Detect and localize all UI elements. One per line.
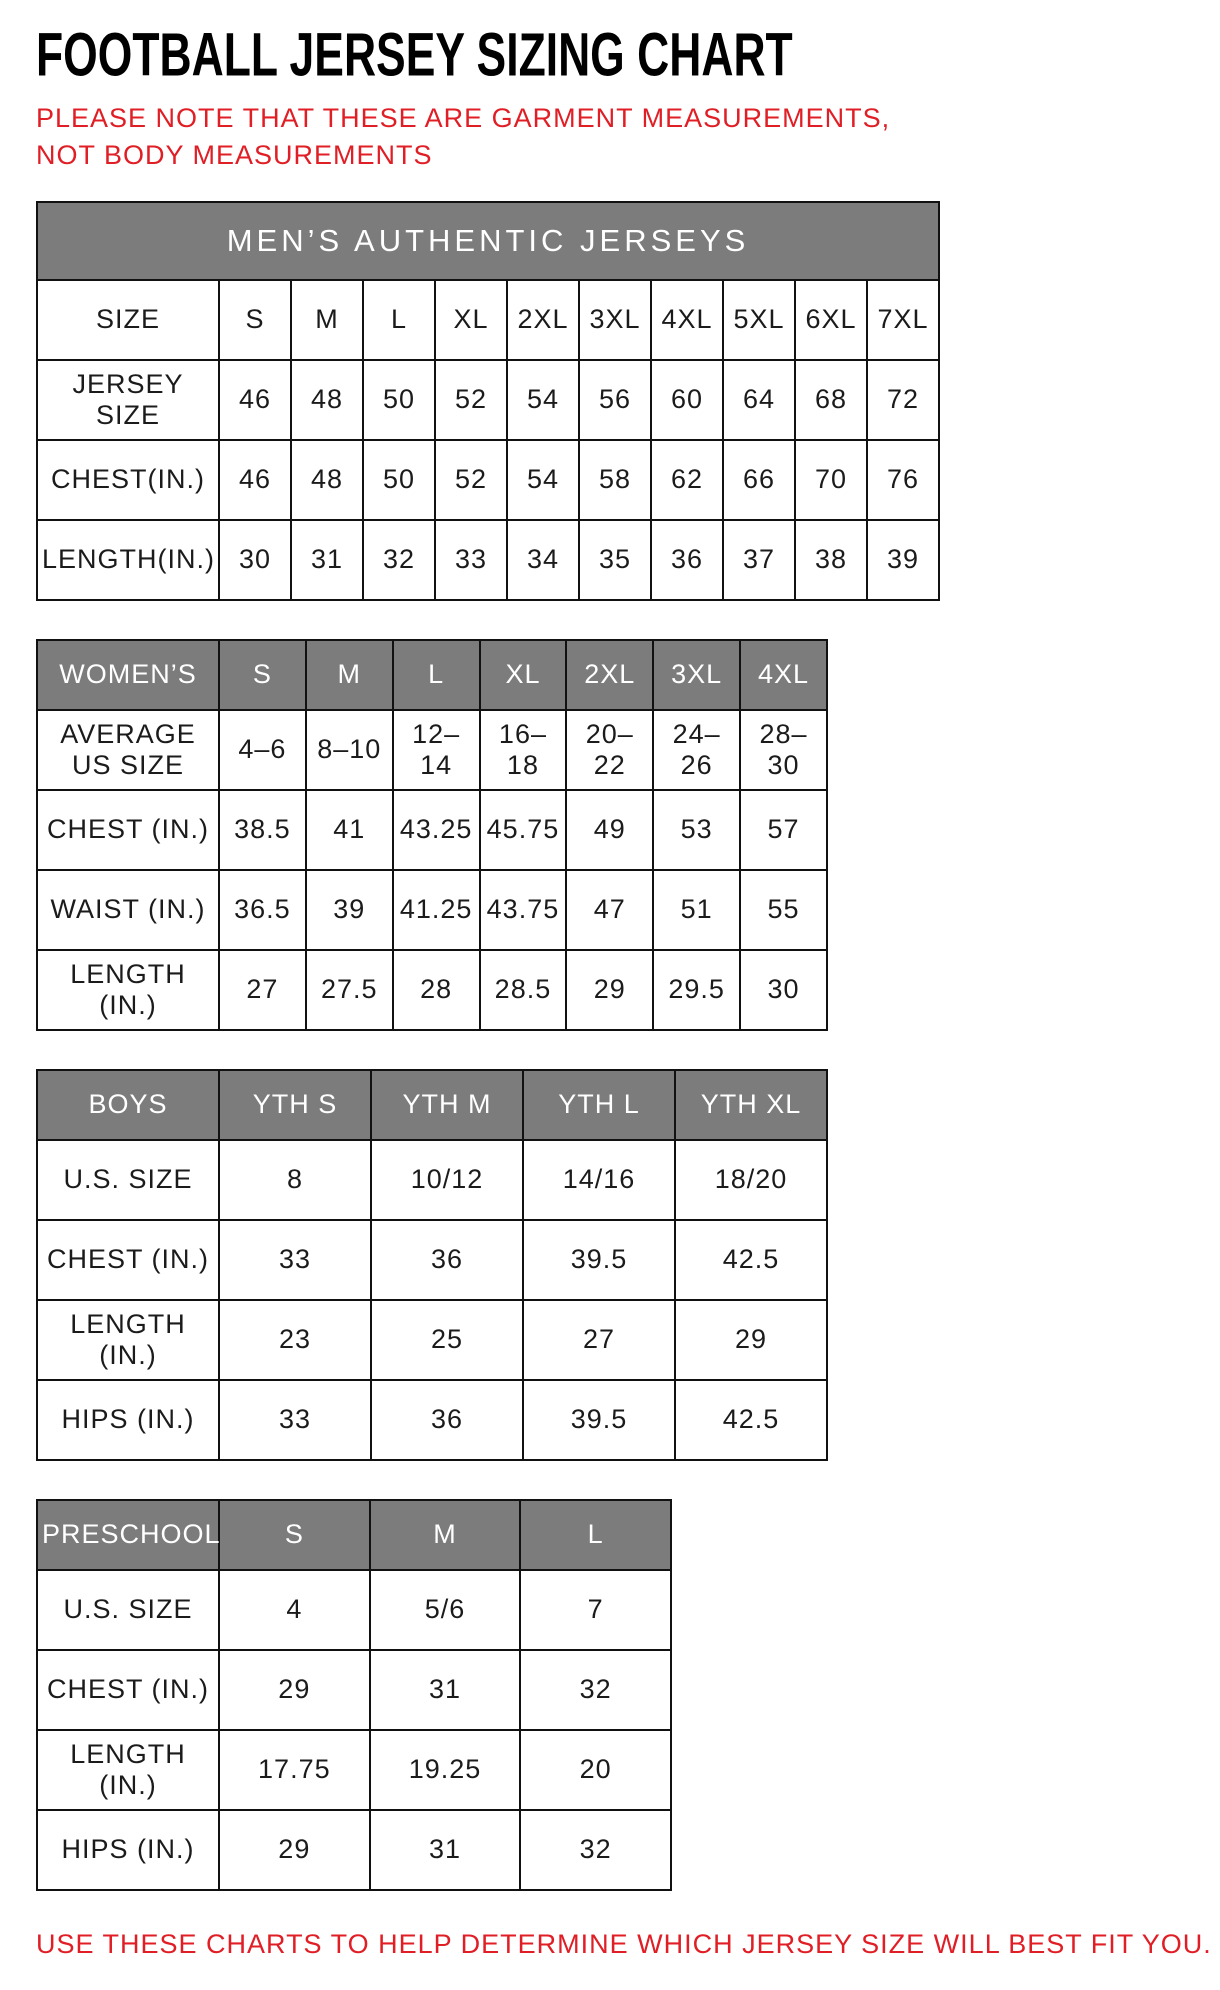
table-cell: 55 [740, 870, 827, 950]
table-cell: 16–18 [480, 710, 567, 790]
table-cell: 60 [651, 360, 723, 440]
table-row [37, 710, 827, 790]
boys-size-header: YTH XL [675, 1070, 827, 1140]
table-cell: 29 [566, 950, 653, 1030]
table-cell: 42.5 [675, 1220, 827, 1300]
table-row [37, 1650, 671, 1730]
table-cell: 29 [675, 1300, 827, 1380]
table-cell: 29 [219, 1810, 370, 1890]
table-cell: 52 [435, 360, 507, 440]
table-cell: 36 [371, 1220, 523, 1300]
table-cell: 33 [219, 1220, 371, 1300]
table-cell: 72 [867, 360, 939, 440]
table-cell: 33 [435, 520, 507, 600]
row-label: CHEST(IN.) [37, 440, 219, 520]
table-cell: 39 [867, 520, 939, 600]
table-cell: 29.5 [653, 950, 740, 1030]
mens-table-grid [36, 201, 940, 601]
table-cell: 68 [795, 360, 867, 440]
table-cell: 10/12 [371, 1140, 523, 1220]
row-label: CHEST (IN.) [37, 790, 219, 870]
table-cell: 38 [795, 520, 867, 600]
womens-size-header: S [219, 640, 306, 710]
table-cell: 25 [371, 1300, 523, 1380]
sizing-chart-page [36, 20, 1212, 1960]
table-row [37, 1140, 827, 1220]
table-cell: 45.75 [480, 790, 567, 870]
table-cell: 58 [579, 440, 651, 520]
table-cell: 29 [219, 1650, 370, 1730]
boys-header-label: BOYS [37, 1070, 219, 1140]
womens-size-header: 4XL [740, 640, 827, 710]
table-cell: 2XL [507, 280, 579, 360]
row-label: AVERAGE US SIZE [37, 710, 219, 790]
table-cell: 6XL [795, 280, 867, 360]
table-cell: 4–6 [219, 710, 306, 790]
table-cell: 34 [507, 520, 579, 600]
boys-table [36, 1069, 1190, 1461]
table-cell: L [363, 280, 435, 360]
row-label: LENGTH (IN.) [37, 950, 219, 1030]
table-cell: 8 [219, 1140, 371, 1220]
table-cell: 37 [723, 520, 795, 600]
preschool-table-grid [36, 1499, 672, 1891]
table-cell: 27 [219, 950, 306, 1030]
table-cell: 7XL [867, 280, 939, 360]
preschool-size-header: S [219, 1500, 370, 1570]
footer-note: USE THESE CHARTS TO HELP DETERMINE WHICH JERSEY SIZE WILL BEST FIT YOU. [36, 1928, 1212, 1959]
womens-size-header: XL [480, 640, 567, 710]
table-cell: 39.5 [523, 1220, 675, 1300]
table-cell: 42.5 [675, 1380, 827, 1460]
table-cell: 56 [579, 360, 651, 440]
table-cell: 18/20 [675, 1140, 827, 1220]
table-row [37, 1810, 671, 1890]
table-cell: 39.5 [523, 1380, 675, 1460]
table-cell: 32 [520, 1650, 671, 1730]
table-cell: 39 [306, 870, 393, 950]
row-label: LENGTH (IN.) [37, 1730, 219, 1810]
table-row [37, 1570, 671, 1650]
table-cell: XL [435, 280, 507, 360]
boys-size-header: YTH S [219, 1070, 371, 1140]
table-cell: 28 [393, 950, 480, 1030]
table-cell: 19.25 [370, 1730, 521, 1810]
row-label: JERSEY SIZE [37, 360, 219, 440]
table-cell: 52 [435, 440, 507, 520]
table-cell: 47 [566, 870, 653, 950]
table-cell: 48 [291, 360, 363, 440]
table-cell: 20–22 [566, 710, 653, 790]
mens-authentic-jerseys-table [36, 201, 1190, 601]
row-label: LENGTH(IN.) [37, 520, 219, 600]
table-cell: 66 [723, 440, 795, 520]
womens-size-header: 3XL [653, 640, 740, 710]
table-cell: 28.5 [480, 950, 567, 1030]
womens-table-grid [36, 639, 828, 1031]
table-cell: 7 [520, 1570, 671, 1650]
womens-size-header: M [306, 640, 393, 710]
table-cell: 20 [520, 1730, 671, 1810]
table-cell: 5XL [723, 280, 795, 360]
preschool-size-header: M [370, 1500, 521, 1570]
table-cell: 27.5 [306, 950, 393, 1030]
table-row [37, 360, 939, 440]
table-cell: 43.75 [480, 870, 567, 950]
table-row [37, 1380, 827, 1460]
table-cell: 53 [653, 790, 740, 870]
table-row [37, 520, 939, 600]
mens-table-banner: MEN’S AUTHENTIC JERSEYS [37, 202, 939, 280]
table-row [37, 1220, 827, 1300]
table-cell: 32 [520, 1810, 671, 1890]
table-cell: 57 [740, 790, 827, 870]
table-cell: 62 [651, 440, 723, 520]
table-cell: S [219, 280, 291, 360]
table-cell: 41.25 [393, 870, 480, 950]
table-cell: 36 [651, 520, 723, 600]
garment-measurement-note: PLEASE NOTE THAT THESE ARE GARMENT MEASUREMENTS, NOT BODY MEASUREMENTS [36, 103, 891, 171]
preschool-table [36, 1499, 1190, 1891]
table-cell: 46 [219, 360, 291, 440]
row-label: HIPS (IN.) [37, 1810, 219, 1890]
womens-header-label: WOMEN’S [37, 640, 219, 710]
table-cell: 31 [370, 1650, 521, 1730]
table-row [37, 1730, 671, 1810]
table-cell: 50 [363, 360, 435, 440]
womens-size-header: 2XL [566, 640, 653, 710]
table-cell: 32 [363, 520, 435, 600]
table-row [37, 1300, 827, 1380]
table-cell: M [291, 280, 363, 360]
table-cell: 4 [219, 1570, 370, 1650]
row-label: U.S. SIZE [37, 1570, 219, 1650]
table-cell: 12–14 [393, 710, 480, 790]
table-row [37, 440, 939, 520]
page-title: FOOTBALL JERSEY SIZING CHART [36, 20, 793, 90]
table-cell: 35 [579, 520, 651, 600]
table-cell: 36 [371, 1380, 523, 1460]
table-cell: 54 [507, 440, 579, 520]
table-row [37, 790, 827, 870]
womens-size-header: L [393, 640, 480, 710]
preschool-header-label: PRESCHOOL [37, 1500, 219, 1570]
table-cell: 3XL [579, 280, 651, 360]
table-cell: 48 [291, 440, 363, 520]
row-label: SIZE [37, 280, 219, 360]
table-cell: 23 [219, 1300, 371, 1380]
table-cell: 31 [370, 1810, 521, 1890]
table-cell: 14/16 [523, 1140, 675, 1220]
row-label: HIPS (IN.) [37, 1380, 219, 1460]
table-cell: 24–26 [653, 710, 740, 790]
table-cell: 30 [740, 950, 827, 1030]
table-cell: 38.5 [219, 790, 306, 870]
table-cell: 54 [507, 360, 579, 440]
table-cell: 50 [363, 440, 435, 520]
table-cell: 31 [291, 520, 363, 600]
table-cell: 27 [523, 1300, 675, 1380]
table-cell: 5/6 [370, 1570, 521, 1650]
table-cell: 51 [653, 870, 740, 950]
table-cell: 43.25 [393, 790, 480, 870]
table-row [37, 870, 827, 950]
table-cell: 33 [219, 1380, 371, 1460]
table-cell: 70 [795, 440, 867, 520]
table-cell: 8–10 [306, 710, 393, 790]
table-cell: 49 [566, 790, 653, 870]
table-cell: 36.5 [219, 870, 306, 950]
table-cell: 4XL [651, 280, 723, 360]
table-row [37, 950, 827, 1030]
boys-size-header: YTH M [371, 1070, 523, 1140]
table-cell: 64 [723, 360, 795, 440]
row-label: LENGTH (IN.) [37, 1300, 219, 1380]
row-label: CHEST (IN.) [37, 1650, 219, 1730]
row-label: CHEST (IN.) [37, 1220, 219, 1300]
womens-table [36, 639, 1190, 1031]
table-row [37, 280, 939, 360]
table-cell: 76 [867, 440, 939, 520]
table-cell: 28–30 [740, 710, 827, 790]
row-label: U.S. SIZE [37, 1140, 219, 1220]
boys-size-header: YTH L [523, 1070, 675, 1140]
row-label: WAIST (IN.) [37, 870, 219, 950]
table-cell: 46 [219, 440, 291, 520]
table-cell: 41 [306, 790, 393, 870]
table-cell: 17.75 [219, 1730, 370, 1810]
preschool-size-header: L [520, 1500, 671, 1570]
boys-table-grid [36, 1069, 828, 1461]
table-cell: 30 [219, 520, 291, 600]
